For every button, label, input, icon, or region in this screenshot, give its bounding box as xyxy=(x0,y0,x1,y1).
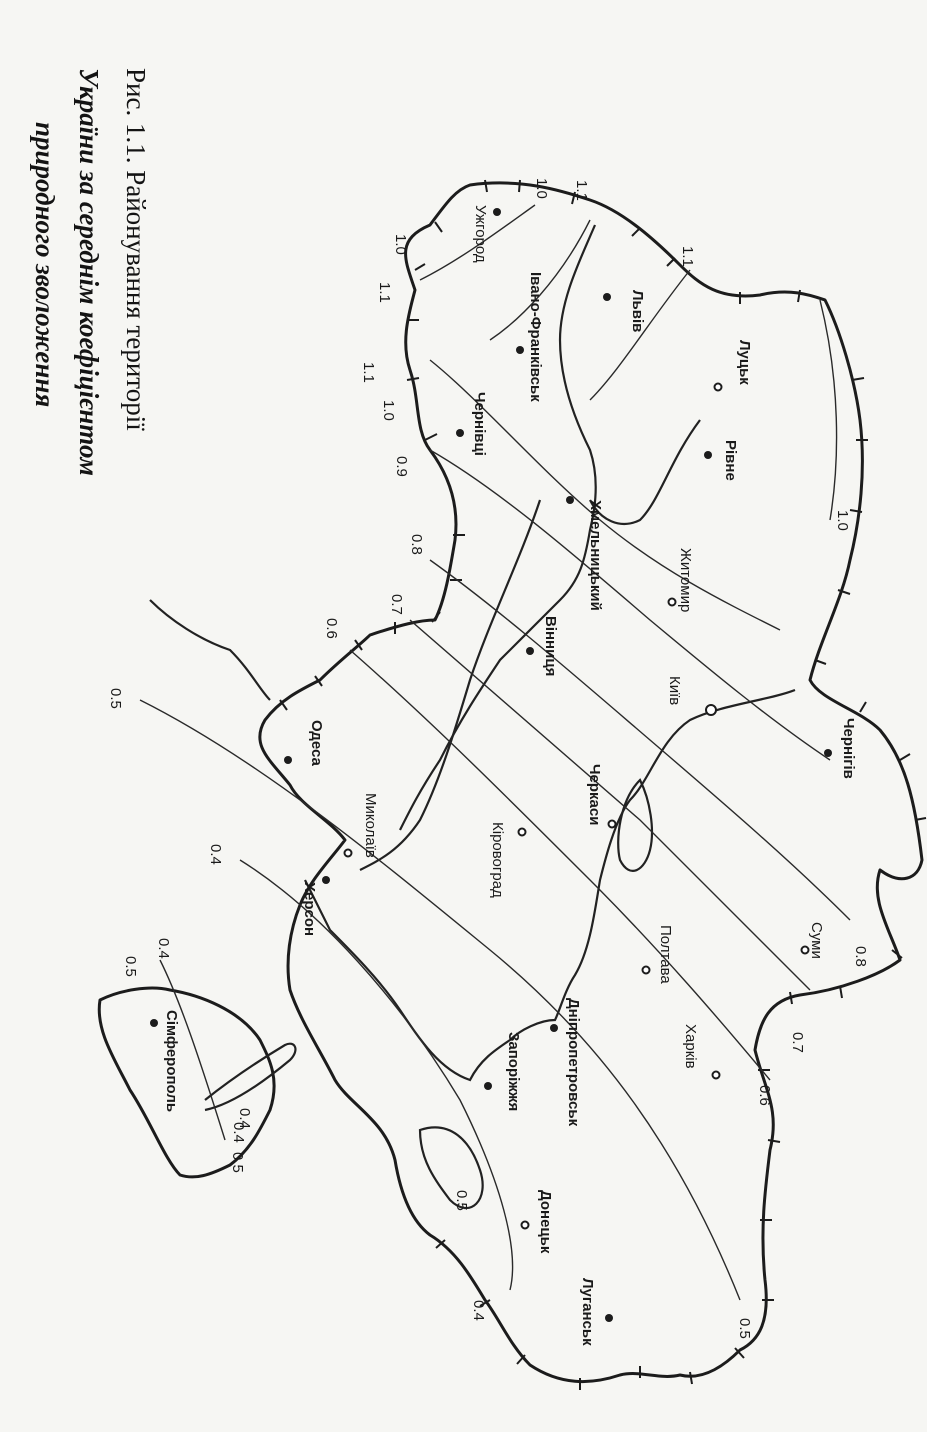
city-odesa: Одеса xyxy=(308,720,325,766)
city-mykolaiv: Миколаїв xyxy=(362,793,379,858)
city-uzhhorod: Ужгород xyxy=(472,205,489,263)
city-poltava: Полтава xyxy=(657,925,674,984)
danube-delta xyxy=(150,600,270,700)
isoline-label: 0.4 xyxy=(155,938,172,959)
river-southbug xyxy=(360,500,540,870)
city-kyiv: Київ xyxy=(666,676,683,706)
isoline-label: 0.4 xyxy=(236,1108,253,1129)
figure-caption xyxy=(30,68,151,476)
city-labels xyxy=(163,205,857,1346)
city-zaporizhzhia: Запоріжжя xyxy=(505,1032,522,1112)
city-kherson: Херсон xyxy=(301,882,318,937)
city-donetsk: Донецьк xyxy=(537,1190,554,1254)
isoline-label: 1.1 xyxy=(573,180,590,201)
isoline-label: 0.6 xyxy=(756,1085,773,1106)
crimea-coast xyxy=(99,988,274,1177)
city-markers xyxy=(150,208,832,1322)
isoline-label: 0.6 xyxy=(323,618,340,639)
city-chernihiv: Чернігів xyxy=(840,718,857,779)
city-khmelnytskyi: Хмельницький xyxy=(587,500,604,611)
isoline-label: 1.0 xyxy=(533,178,550,199)
isoline-label: 1.0 xyxy=(392,234,409,255)
isoline-label: 0.5 xyxy=(122,956,139,977)
isoline-label: 1.0 xyxy=(834,510,851,531)
isoline-label: 0.4 xyxy=(230,1122,247,1143)
isoline-label: 1.1 xyxy=(679,246,696,267)
caption-line-2: України за середнім коефіцієнтом xyxy=(74,68,104,477)
isoline-label: 1.1 xyxy=(376,282,393,303)
city-zhytomyr: Житомир xyxy=(677,548,694,613)
isoline-label: 0.4 xyxy=(470,1300,487,1321)
caption-line-1: Рис. 1.1. Районування території xyxy=(121,68,151,431)
city-simferopol: Сімферополь xyxy=(163,1010,180,1113)
city-luhansk: Луганськ xyxy=(579,1278,596,1346)
city-cherkasy: Черкаси xyxy=(586,764,603,826)
city-rivne: Рівне xyxy=(722,440,739,481)
isoline-label: 0.5 xyxy=(229,1152,246,1173)
caption-line-3: природного зволоження xyxy=(30,122,60,408)
isoline-label: 0.4 xyxy=(207,844,224,865)
isoline-label: 0.8 xyxy=(852,946,869,967)
city-chernivtsi: Чернівці xyxy=(471,392,488,456)
isoline-label: 0.5 xyxy=(453,1190,470,1211)
isoline-label: 1.0 xyxy=(380,400,397,421)
isoline-label: 0.7 xyxy=(789,1032,806,1053)
isoline-label: 0.7 xyxy=(388,594,405,615)
city-lviv: Львів xyxy=(629,290,646,333)
city-kharkiv: Харків xyxy=(682,1024,699,1069)
azov-coast xyxy=(420,1127,483,1208)
isoline-label: 0.5 xyxy=(736,1318,753,1339)
isoline-label: 0.5 xyxy=(107,688,124,709)
dnister-river xyxy=(400,225,596,830)
city-lutsk: Луцьк xyxy=(736,340,753,385)
isoline-label: 0.8 xyxy=(408,534,425,555)
dnipro-river xyxy=(305,690,795,1080)
arabat-spit xyxy=(205,1044,295,1110)
city-sumy: Суми xyxy=(808,922,825,959)
isoline-label: 1.1 xyxy=(360,362,377,383)
city-vinnytsia: Вінниця xyxy=(542,616,559,677)
isoline-labels xyxy=(107,178,869,1339)
river-north xyxy=(590,420,700,524)
isoline-label: 0.9 xyxy=(393,456,410,477)
city-dnipropetrovsk: Дніпропетровськ xyxy=(565,998,582,1127)
city-kirovohrad: Кіровоград xyxy=(489,822,506,898)
city-ivano-frankivsk: Івано-Франківськ xyxy=(527,272,544,402)
